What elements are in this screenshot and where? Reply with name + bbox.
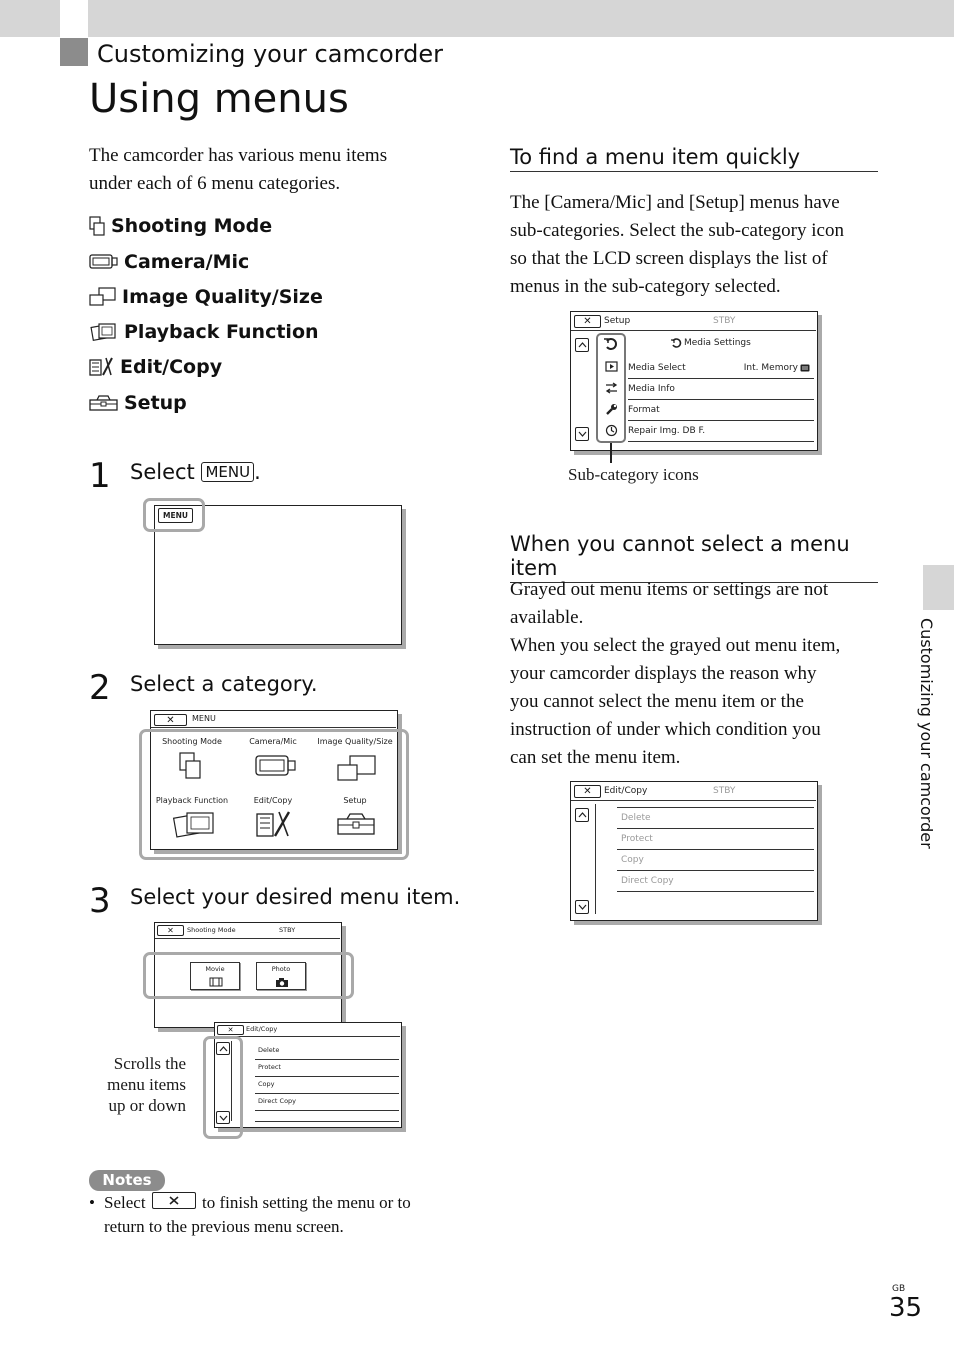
cannot-select-text: Grayed out menu items or settings are not available. When you select the grayed out menu item, your camcorder displays the reason why you cannot select the menu item or the instruction of under which condition you can set the menu item. (510, 579, 841, 768)
film-icon (209, 977, 223, 987)
menu-cat-image-quality[interactable]: Image Quality/Size (317, 737, 393, 746)
top-band-gap (60, 0, 88, 37)
page-region: GB (892, 1284, 906, 1294)
menu-item-protect[interactable]: Protect (255, 1061, 399, 1077)
category-setup: Setup (89, 390, 187, 416)
cannot-select-heading: When you cannot select a menu item (510, 532, 878, 583)
find-quickly-heading: To find a menu item quickly (510, 145, 878, 172)
menu-key: MENU (201, 462, 254, 482)
close-key-icon (152, 1192, 196, 1209)
playback-settings-icon[interactable] (605, 361, 618, 372)
setup-row-media-info[interactable]: Media Info (628, 380, 814, 400)
category-camera-mic: Camera/Mic (89, 249, 249, 275)
step-3-text: Select your desired menu item. (130, 885, 461, 909)
scroll-up-button[interactable] (575, 808, 589, 822)
notes-text-line1: Select to finish setting the menu or to (104, 1193, 411, 1212)
notes-badge: Notes (89, 1170, 165, 1191)
chevron-down-icon (578, 431, 587, 437)
notes-text-line2: return to the previous menu screen. (104, 1217, 344, 1236)
playback-function-icon (89, 321, 118, 343)
grayed-item-copy[interactable]: Copy (617, 851, 814, 871)
media-settings-icon (671, 338, 682, 348)
side-tab-label: Customizing your camcorder (917, 618, 936, 849)
scroll-up-button[interactable] (575, 338, 589, 352)
menu-item-direct-copy[interactable]: Direct Copy (255, 1095, 399, 1111)
grayed-item-direct-copy[interactable]: Direct Copy (617, 872, 814, 892)
category-edit-copy: Edit/Copy (89, 354, 222, 380)
step-2-number: 2 (89, 668, 111, 708)
page-number: 35 (889, 1293, 923, 1323)
category-playback-function: Playback Function (89, 319, 319, 345)
menu-button[interactable]: MENU (158, 508, 193, 523)
menu-cat-shooting-mode[interactable]: Shooting Mode (162, 737, 222, 746)
setup-row-media-select[interactable]: Media Select Int. Memory (628, 359, 814, 379)
connection-icon[interactable] (605, 382, 618, 394)
menu-item-delete[interactable]: Delete (255, 1044, 399, 1060)
edit-copy-icon (255, 809, 293, 839)
step-2-text: Select a category. (130, 672, 318, 696)
close-icon[interactable]: ✕ (574, 785, 601, 798)
setup-row-repair[interactable]: Repair Img. DB F. (628, 422, 814, 442)
photo-button[interactable]: Photo (256, 962, 306, 990)
clock-icon[interactable] (605, 424, 618, 437)
scroll-down-button[interactable] (575, 900, 589, 914)
scroll-up-button[interactable] (216, 1042, 230, 1055)
image-quality-icon (89, 287, 116, 307)
chevron-up-icon (578, 342, 587, 348)
caption-pointer (610, 443, 612, 463)
setup-icon (336, 811, 376, 837)
image-quality-icon (336, 754, 378, 782)
menu-item-copy[interactable]: Copy (255, 1078, 399, 1094)
chevron-down-icon (219, 1115, 228, 1121)
shooting-mode-icon (178, 751, 204, 781)
grayed-item-protect[interactable]: Protect (617, 830, 814, 850)
page-title: Using menus (89, 76, 349, 122)
section-title: Customizing your camcorder (97, 40, 444, 68)
category-highlight (139, 729, 409, 860)
shooting-mode-icon (89, 216, 105, 236)
category-image-quality: Image Quality/Size (89, 284, 323, 310)
close-icon[interactable]: ✕ (217, 1025, 244, 1035)
sub-category-caption: Sub-category icons (568, 465, 699, 484)
setup-header: Setup (604, 316, 631, 326)
top-band (0, 0, 954, 37)
category-shooting-mode: Shooting Mode (89, 213, 272, 239)
scroll-down-button[interactable] (216, 1111, 230, 1124)
movie-button[interactable]: Movie (190, 962, 240, 990)
screen-menu-header: MENU (192, 714, 216, 723)
section-marker (60, 38, 88, 66)
scroll-down-button[interactable] (575, 427, 589, 441)
menu-cat-playback[interactable]: Playback Function (155, 796, 229, 805)
setup-subheader: Media Settings (671, 338, 751, 348)
camera-icon (275, 977, 289, 988)
camera-mic-icon (89, 253, 118, 271)
chevron-up-icon (219, 1046, 228, 1052)
step-1-number: 1 (89, 456, 111, 496)
close-icon[interactable]: ✕ (154, 714, 187, 726)
setup-status: STBY (713, 316, 736, 326)
intro-text: The camcorder has various menu items under each of 6 menu categories. (89, 145, 388, 194)
menu-cat-setup[interactable]: Setup (343, 796, 367, 805)
close-icon[interactable]: ✕ (157, 925, 184, 936)
screen-shooting-status: STBY (279, 926, 296, 934)
setup-row-format[interactable]: Format (628, 401, 814, 421)
playback-function-icon (171, 808, 217, 840)
step-3-number: 3 (89, 881, 111, 921)
scroll-caption: Scrolls the menu items up or down (107, 1054, 186, 1115)
media-settings-icon[interactable] (603, 337, 620, 351)
item-highlight (143, 952, 354, 999)
close-icon[interactable]: ✕ (574, 315, 601, 328)
edit-copy-icon (89, 356, 114, 378)
screen-shooting-header: Shooting Mode (187, 926, 236, 934)
find-quickly-text: The [Camera/Mic] and [Setup] menus have sub-categories. Select the sub-category icon so that the LCD screen displays the list of menus in the sub-category selected. (510, 192, 844, 297)
grayed-item-delete[interactable]: Delete (617, 809, 814, 829)
screen-edit-header-small: Edit/Copy (246, 1025, 278, 1033)
side-tab (923, 565, 954, 610)
setup-icon (89, 394, 118, 412)
menu-cat-edit-copy[interactable]: Edit/Copy (253, 796, 293, 805)
editcopy-status: STBY (713, 786, 736, 796)
editcopy-header: Edit/Copy (604, 786, 648, 796)
notes-bullet: • (89, 1193, 95, 1212)
step-1-text: Select MENU . (130, 460, 261, 484)
camera-mic-icon (254, 753, 296, 779)
wrench-icon[interactable] (605, 403, 618, 416)
screen-edit-copy-grayed (570, 781, 818, 921)
chevron-up-icon (578, 812, 587, 818)
menu-cat-camera-mic[interactable]: Camera/Mic (249, 737, 297, 746)
internal-memory-icon (800, 364, 810, 372)
chevron-down-icon (578, 904, 587, 910)
